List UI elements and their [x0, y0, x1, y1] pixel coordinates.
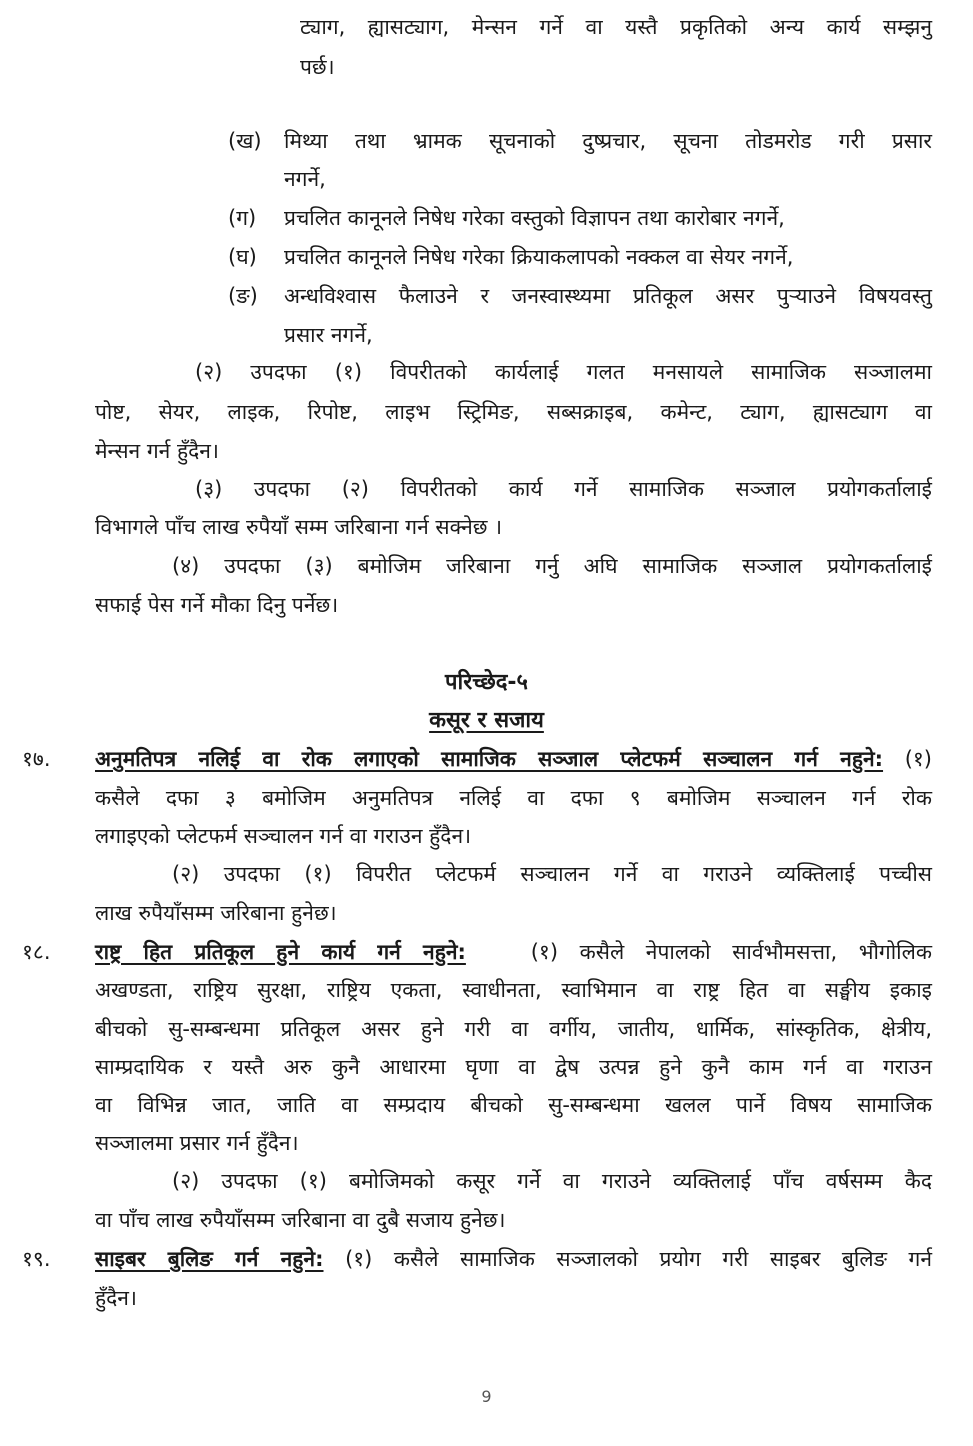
section-first-line: साइबर बुलिङ गर्न नहुने: (१) कसैले सामाजिक सञ्जालको प्रयोग गरी साइबर बुलिङ गर्न: [95, 1247, 932, 1271]
clause-marker: (ख): [228, 129, 262, 153]
clause-marker: (घ): [228, 245, 257, 269]
section-heading: राष्ट्र हित प्रतिकूल हुने कार्य गर्न नहुने:: [95, 940, 466, 964]
clause-text: नगर्ने,: [284, 167, 326, 191]
section-text: कसैले दफा ३ बमोजिम अनुमतिपत्र नलिई वा दफा ९ बमोजिम सञ्चालन गर्न रोक: [95, 786, 932, 810]
clause-text: अन्धविश्वास फैलाउने र जनस्वास्थ्यमा प्रतिकूल असर पुऱ्याउने विषयवस्तु: [284, 284, 932, 308]
subsection-text: विभागले पाँच लाख रुपैयाँ सम्म जरिबाना गर्न सक्नेछ ।: [95, 515, 503, 539]
subsection-text: लाख रुपैयाँसम्म जरिबाना हुनेछ।: [95, 901, 337, 925]
subsection-text: (३) उपदफा (२) विपरीतको कार्य गर्ने सामाजिक सञ्जाल प्रयोगकर्तालाई: [195, 477, 932, 501]
section-heading: अनुमतिपत्र नलिई वा रोक लगाएको सामाजिक सञ्जाल प्लेटफर्म सञ्चालन गर्न नहुने:: [95, 747, 884, 771]
subsection-text: वा पाँच लाख रुपैयाँसम्म जरिबाना वा दुबै सजाय हुनेछ।: [95, 1208, 506, 1232]
section-text: सञ्जालमा प्रसार गर्न हुँदैन।: [95, 1131, 299, 1155]
section-text: साम्प्रदायिक र यस्तै अरु कुनै आधारमा घृणा वा द्वेष उत्पन्न हुने कुनै काम गर्न वा गराउन: [95, 1055, 932, 1079]
subsection-text: (२) उपदफा (१) विपरीतको कार्यलाई गलत मनसायले सामाजिक सञ्जालमा: [195, 360, 932, 384]
subsection-text: सफाई पेस गर्ने मौका दिनु पर्नेछ।: [95, 593, 339, 617]
clause-marker: (ङ): [228, 284, 258, 308]
section-text: हुँदैन।: [95, 1286, 137, 1310]
clause-text: मिथ्या तथा भ्रामक सूचनाको दुष्प्रचार, सूचना तोडमरोड गरी प्रसार: [284, 129, 932, 153]
subsection-text: (२) उपदफा (१) विपरीत प्लेटफर्म सञ्चालन गर्ने वा गराउने व्यक्तिलाई पच्चीस: [172, 862, 932, 886]
subsection-text: पोष्ट, सेयर, लाइक, रिपोष्ट, लाइभ स्ट्रिमिङ, सब्सक्राइब, कमेन्ट, ट्याग, ह्यासट्याग वा: [95, 400, 932, 424]
section-number: १९.: [22, 1247, 51, 1271]
subsection-text: मेन्सन गर्न हुँदैन।: [95, 439, 219, 463]
clause-marker: (ग): [228, 206, 257, 230]
page-number: 9: [481, 1387, 492, 1406]
section-number: १७.: [22, 747, 51, 771]
section-text: लगाइएको प्लेटफर्म सञ्चालन गर्न वा गराउन हुँदैन।: [95, 824, 472, 848]
clause-text: प्रसार नगर्ने,: [284, 323, 373, 347]
section-text: वा विभिन्न जात, जाति वा सम्प्रदाय बीचको सु-सम्बन्धमा खलल पार्ने विषय सामाजिक: [95, 1093, 932, 1117]
clause-text: प्रचलित कानूनले निषेध गरेका क्रियाकलापको नक्कल वा सेयर नगर्ने,: [284, 245, 794, 269]
clause-text: प्रचलित कानूनले निषेध गरेका वस्तुको विज्ञापन तथा कारोबार नगर्ने,: [284, 206, 785, 230]
subsection-text: (२) उपदफा (१) बमोजिमको कसूर गर्ने वा गराउने व्यक्तिलाई पाँच वर्षसम्म कैद: [172, 1169, 932, 1193]
subsection-text: (४) उपदफा (३) बमोजिम जरिबाना गर्नु अघि सामाजिक सञ्जाल प्रयोगकर्तालाई: [172, 554, 932, 578]
continuation-line: पर्छ।: [300, 55, 335, 79]
section-first-line: राष्ट्र हित प्रतिकूल हुने कार्य गर्न नहुने: (१) कसैले नेपालको सार्वभौमसत्ता, भौगोलिक: [95, 940, 932, 964]
section-number: १८.: [22, 940, 51, 964]
continuation-line: ट्याग, ह्यासट्याग, मेन्सन गर्ने वा यस्तै प्रकृतिको अन्य कार्य सम्झनु: [300, 15, 932, 39]
section-text: अखण्डता, राष्ट्रिय सुरक्षा, राष्ट्रिय एकता, स्वाधीनता, स्वाभिमान वा राष्ट्र हित वा सङ्घीय इकाइ: [95, 978, 932, 1002]
section-text: बीचको सु-सम्बन्धमा प्रतिकूल असर हुने गरी वा वर्गीय, जातीय, धार्मिक, सांस्कृतिक, क्षेत्रीय,: [95, 1017, 932, 1041]
section-first-line: अनुमतिपत्र नलिई वा रोक लगाएको सामाजिक सञ्जाल प्लेटफर्म सञ्चालन गर्न नहुने: (१): [95, 747, 932, 771]
chapter-title: कसूर र सजाय: [429, 708, 544, 733]
section-heading: साइबर बुलिङ गर्न नहुने:: [95, 1247, 324, 1271]
chapter-number: परिच्छेद-५: [445, 670, 528, 695]
